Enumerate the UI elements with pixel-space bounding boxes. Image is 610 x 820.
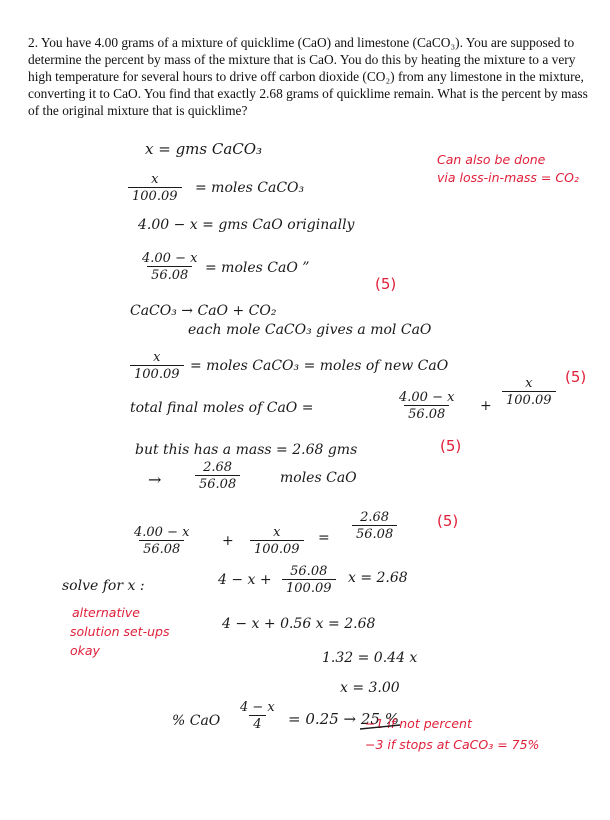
define-x-line: x = gms CaCO₃ (145, 140, 263, 158)
deduction-note-1: −1 if not percent (365, 716, 472, 731)
numerator: x (151, 172, 159, 187)
numerator: 4 − x (240, 700, 275, 715)
solve-step-3: 1.32 = 0.44 x (322, 650, 418, 666)
percent-cao-label: % CaO (172, 713, 221, 729)
denominator: 56.08 (195, 475, 240, 492)
deduction-note-2: −3 if stops at CaCO₃ = 75% (365, 737, 540, 752)
denominator: 56.08 (404, 405, 449, 422)
solve-result: x = 3.00 (340, 680, 400, 696)
grader-note-alt-3: okay (70, 643, 100, 658)
grader-note-alternative-line1: Can also be done (437, 152, 546, 167)
points-badge-1: (5) (375, 275, 397, 293)
moles-cao-label: = moles CaO ” (205, 260, 310, 276)
points-badge-2: (5) (565, 368, 587, 386)
denominator: 100.09 (282, 579, 336, 596)
grader-note-alt-1: alternative (72, 605, 140, 620)
problem-statement: 2. You have 4.00 grams of a mixture of quicklime (CaO) and limestone (CaCO₃). You are supposed to determine the percent by mass of the mixture that is CaO. You do this by heating the mixture to a very high temperature for several hours to drive off carbon dioxide (CO₂) from any limestone in the mixture, converting it to CaO. You find that exactly 2.68 grams of quicklime remain. What is the percent by mass of the original mixture that is quicklime? (28, 35, 588, 118)
solve-step-1b: x = 2.68 (348, 570, 408, 586)
denominator: 100.09 (128, 187, 182, 204)
denominator: 4 (249, 715, 265, 732)
denominator: 56.08 (147, 266, 192, 283)
solve-step-2: 4 − x + 0.56 x = 2.68 (222, 616, 376, 632)
numerator: 4.00 − x (399, 390, 455, 405)
numerator: 2.68 (203, 460, 233, 475)
plus-sign-2: + (222, 533, 234, 549)
numerator: 4.00 − x (142, 251, 198, 266)
solve-for-x-label: solve for x : (62, 578, 145, 594)
numerator: 2.68 (360, 510, 390, 525)
points-badge-3: (5) (440, 437, 462, 455)
arrow: → (148, 470, 162, 489)
reaction-equation: CaCO₃ → CaO + CO₂ (130, 303, 277, 319)
numerator: x (273, 525, 281, 540)
moles-caco3-label: = moles CaCO₃ (195, 180, 305, 196)
numerator: x (525, 376, 533, 391)
solve-step-1a: 4 − x + (218, 572, 272, 588)
grader-note-alternative-line2: via loss-in-mass = CO₂ (437, 170, 579, 185)
mass-constraint-line: but this has a mass = 2.68 gms (135, 442, 358, 458)
plus-sign: + (480, 398, 492, 414)
new-cao-moles-label: = moles CaCO₃ = moles of new CaO (190, 358, 449, 374)
denominator: 100.09 (130, 365, 184, 382)
grams-cao-original-line: 4.00 − x = gms CaO originally (138, 217, 355, 233)
numerator: 4.00 − x (134, 525, 190, 540)
final-answer: = 0.25 → 25 % (288, 710, 399, 728)
numerator: x (153, 350, 161, 365)
equals-sign: = (318, 530, 330, 546)
points-badge-4: (5) (437, 512, 459, 530)
denominator: 56.08 (139, 540, 184, 557)
mole-ratio-statement: each mole CaCO₃ gives a mol CaO (188, 322, 432, 338)
final-moles-cao-label: moles CaO (280, 470, 357, 486)
denominator: 100.09 (250, 540, 304, 557)
denominator: 100.09 (502, 391, 556, 408)
total-moles-line: total final moles of CaO = (130, 400, 314, 416)
denominator: 56.08 (352, 525, 397, 542)
answer-arrow-stroke (360, 725, 400, 729)
grader-note-alt-2: solution set-ups (70, 624, 170, 639)
numerator: 56.08 (290, 564, 328, 579)
